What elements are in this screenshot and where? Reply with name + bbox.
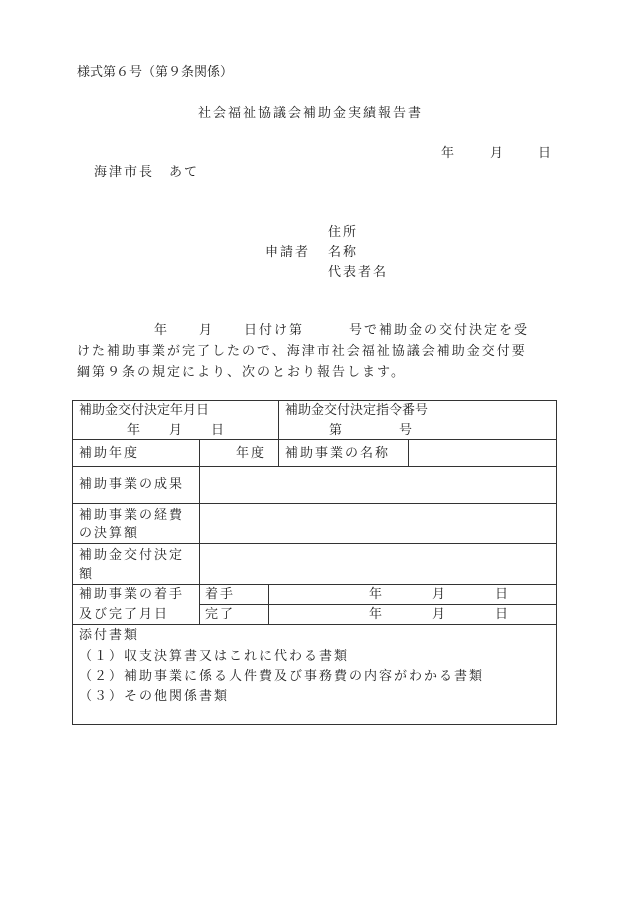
attachment-item-1: （１）収支決算書又はこれに代わる書類 <box>79 649 350 664</box>
table-rule <box>199 604 557 605</box>
table-rule <box>278 400 279 467</box>
table-rule <box>72 439 557 440</box>
attachment-item-2: （２）補助事業に係る人件費及び事務費の内容がわかる書類 <box>79 669 485 684</box>
directive-number-value: 第 号 <box>329 423 414 438</box>
table-rule <box>408 439 409 467</box>
table-rule <box>72 584 557 585</box>
start-month: 月 <box>432 587 446 602</box>
end-month: 月 <box>432 607 446 622</box>
end-label: 完了 <box>205 607 236 622</box>
applicant-name-label: 名称 <box>328 245 359 260</box>
attachments-label: 添付書類 <box>79 628 140 643</box>
table-rule <box>72 624 557 625</box>
body-text-line-3: 綱第９条の規定により、次のとおり報告します。 <box>77 365 406 380</box>
applicant-address-label: 住所 <box>328 225 359 240</box>
start-year: 年 <box>369 587 383 602</box>
expenses-label-line-1: 補助事業の経費 <box>79 508 185 523</box>
body-text-line-1: 年 月 日付け第 号で補助金の交付決定を受 <box>154 323 530 338</box>
grant-amount-label-line-1: 補助金交付決定 <box>79 548 185 563</box>
applicant-representative-label: 代表者名 <box>328 265 389 280</box>
date-day: 日 <box>538 146 552 161</box>
start-label: 着手 <box>205 587 236 602</box>
end-year: 年 <box>369 607 383 622</box>
date-month: 月 <box>490 146 504 161</box>
fiscal-year-unit: 年度 <box>236 446 267 461</box>
table-rule <box>268 584 269 625</box>
addressee: 海津市長 あて <box>94 165 200 180</box>
document-title: 社会福祉協議会補助金実績報告書 <box>198 106 424 121</box>
table-rule <box>72 543 557 544</box>
table-rule <box>199 439 200 625</box>
start-day: 日 <box>495 587 509 602</box>
results-label: 補助事業の成果 <box>79 477 185 492</box>
directive-number-label: 補助金交付決定指令番号 <box>285 403 429 418</box>
project-name-label: 補助事業の名称 <box>285 446 391 461</box>
attachment-item-3: （３）その他関係書類 <box>79 689 230 704</box>
table-rule <box>72 466 557 467</box>
decision-date-value: 年 月 日 <box>127 423 226 438</box>
expenses-label-line-2: の決算額 <box>79 526 140 541</box>
form-number: 様式第６号（第９条関係） <box>77 65 234 80</box>
table-rule <box>72 503 557 504</box>
applicant-label: 申請者 <box>265 245 311 260</box>
decision-date-label: 補助金交付決定年月日 <box>79 403 210 418</box>
period-label-line-2: 及び完了月日 <box>79 607 170 622</box>
end-day: 日 <box>495 607 509 622</box>
fiscal-year-label: 補助年度 <box>79 446 140 461</box>
period-label-line-1: 補助事業の着手 <box>79 587 185 602</box>
grant-amount-label-line-2: 額 <box>79 567 95 582</box>
body-text-line-2: けた補助事業が完了したので、海津市社会福祉協議会補助金交付要 <box>77 344 527 359</box>
date-year: 年 <box>441 146 455 161</box>
